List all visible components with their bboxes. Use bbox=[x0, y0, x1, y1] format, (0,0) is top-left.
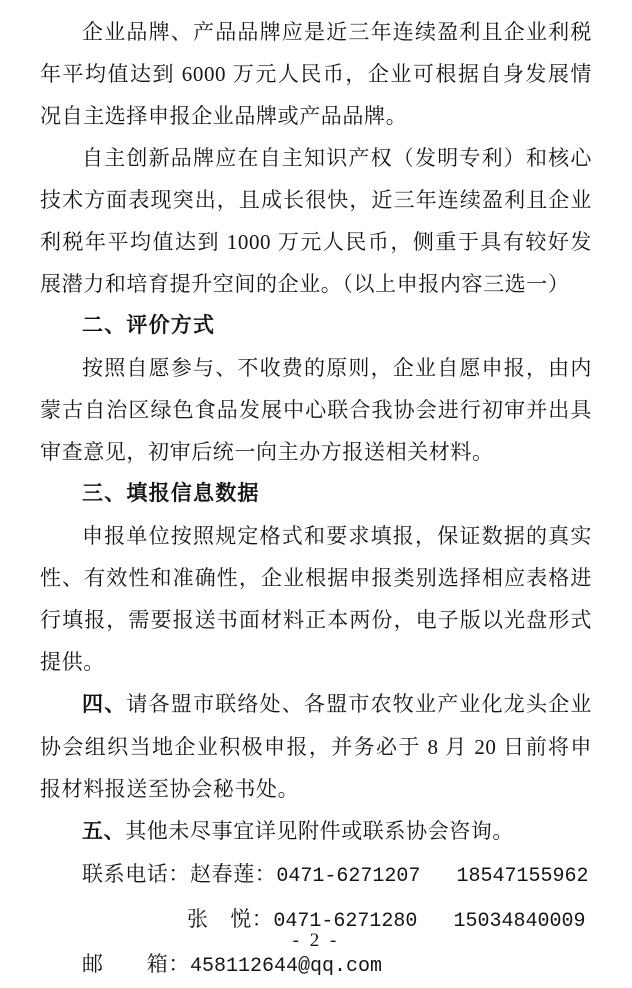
section-five-number: 五、 bbox=[82, 820, 126, 843]
contact-phone-line-1 bbox=[40, 853, 592, 898]
paragraph-reporting-data: 申报单位按照规定格式和要求填报，保证数据的真实性、有效性和准确性，企业根据申报类别选择相应表格进行填报，需要报送书面材料正本两份，电子版以光盘形式提供。 bbox=[40, 524, 592, 674]
paragraph-section-five bbox=[40, 810, 592, 853]
paragraph-section-four bbox=[40, 683, 592, 810]
section-four-number: 四、 bbox=[82, 693, 127, 716]
paragraph-evaluation-method: 按照自愿参与、不收费的原则，企业自愿申报，由内蒙古自治区绿色食品发展中心联合我协会进行初审并出具审查意见，初审后统一向主办方报送相关材料。 bbox=[40, 356, 592, 464]
contact2-name: 张 悦： bbox=[187, 907, 274, 931]
section-four-text: 请各盟市联络处、各盟市农牧业产业化龙头企业协会组织当地企业积极申报，并务必于 8 月 20 日前将申报材料报送至协会秘书处。 bbox=[40, 692, 592, 801]
paragraph-brand-requirements: 企业品牌、产品品牌应是近三年连续盈利且企业利税年平均值达到 6000 万元人民币，企业可根据自身发展情况自主选择申报企业品牌或产品品牌。 bbox=[40, 20, 592, 128]
section-heading-reporting-data: 三、填报信息数据 bbox=[82, 482, 260, 505]
contact1-name: 赵春莲： bbox=[190, 862, 277, 886]
contact2-mobile: 15034840009 bbox=[453, 910, 586, 933]
contact-email: 458112644@qq.com bbox=[190, 955, 383, 978]
contact2-phone: 0471-6271280 bbox=[273, 910, 418, 933]
contact1-mobile: 18547155962 bbox=[456, 865, 589, 888]
section-heading-evaluation-method: 二、评价方式 bbox=[82, 314, 216, 337]
contact-email-label: 邮 箱： bbox=[82, 952, 190, 976]
page-number: - 2 - bbox=[292, 930, 340, 951]
contact-phone-label: 联系电话： bbox=[82, 862, 190, 886]
section-five-text: 其他未尽事宜详见附件或联系协会咨询。 bbox=[125, 819, 515, 843]
paragraph-innovation-brand: 自主创新品牌应在自主知识产权（发明专利）和核心技术方面表现突出，且成长很快，近三年连续盈利且企业利税年平均值达到 1000 万元人民币，侧重于具有较好发展潜力和培育提升空间的企业。（以上申报内容三选一） bbox=[40, 146, 592, 296]
contact1-phone: 0471-6271207 bbox=[276, 865, 421, 888]
